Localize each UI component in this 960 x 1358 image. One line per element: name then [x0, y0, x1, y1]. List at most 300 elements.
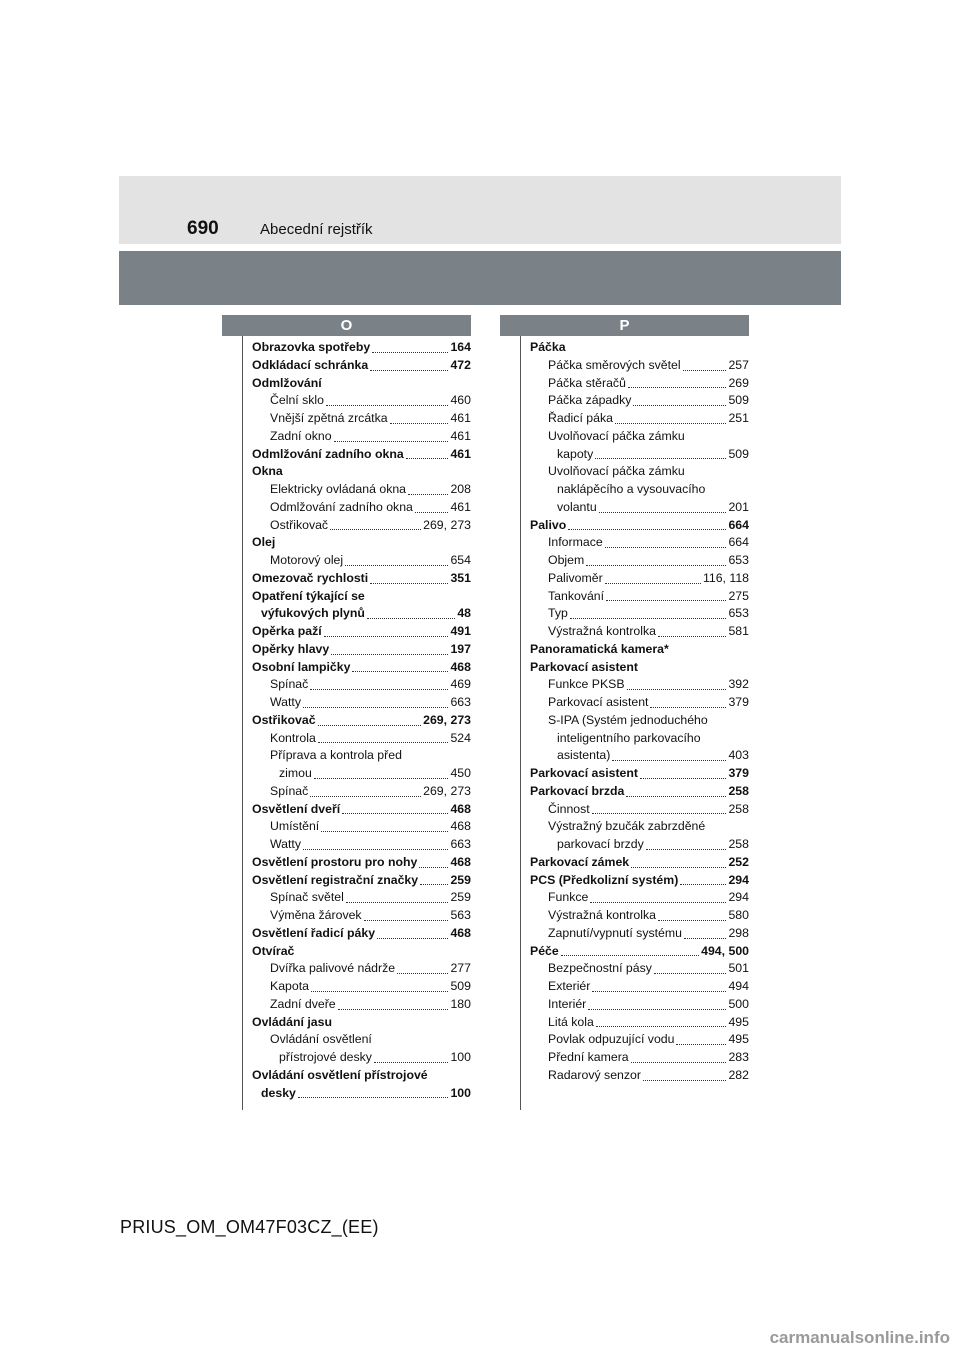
index-entry — [252, 392, 471, 410]
index-entry-text: Dvířka palivové nádrže — [270, 961, 396, 976]
index-entry-text: Okna — [252, 464, 283, 479]
index-entry — [252, 730, 471, 748]
index-entry — [530, 818, 749, 836]
index-entry-page: 201 — [728, 499, 749, 514]
index-entry-page: 501 — [728, 961, 749, 976]
index-entry-text: Palivoměr — [548, 570, 603, 585]
index-entry-text: Parkovací asistent — [530, 659, 639, 674]
index-entry-page: 509 — [450, 979, 471, 993]
index-entry — [252, 428, 471, 446]
index-entry-page: 469 — [450, 677, 471, 692]
index-entry-text: Opěrky hlavy — [252, 641, 330, 656]
dot-leader — [615, 423, 727, 424]
index-entry-page: 275 — [728, 588, 749, 603]
index-entry-text: Ovládání osvětlení — [270, 1032, 372, 1047]
dot-leader — [658, 920, 726, 921]
document-code: PRIUS_OM_OM47F03CZ_(EE) — [120, 1217, 379, 1237]
index-entry-text: Čelní sklo — [270, 393, 324, 408]
dot-leader — [372, 352, 448, 353]
index-entry-page: 461 — [450, 499, 471, 514]
index-entry — [252, 694, 471, 712]
dot-leader — [650, 707, 726, 708]
index-entry — [252, 623, 471, 641]
index-entry-page: 495 — [728, 1014, 749, 1029]
index-entry — [530, 392, 749, 410]
index-entry — [252, 996, 471, 1014]
index-entry — [530, 960, 749, 978]
index-entry-page: 100 — [450, 1085, 471, 1100]
index-entry-page: 269 — [728, 375, 749, 390]
index-entry-page: 653 — [728, 606, 749, 621]
index-entry — [530, 570, 749, 588]
index-entry — [530, 623, 749, 641]
index-entry-page: 251 — [728, 411, 749, 425]
index-entry — [252, 925, 471, 943]
section-letter-p: P — [500, 315, 749, 336]
index-entry — [252, 783, 471, 801]
index-entry-page: 563 — [450, 908, 471, 922]
index-entry — [530, 676, 749, 694]
dot-leader — [367, 618, 455, 619]
index-entry — [252, 588, 471, 606]
dot-leader — [658, 636, 726, 637]
index-entry — [252, 446, 471, 464]
dot-leader — [331, 654, 448, 655]
index-entry-page: 664 — [728, 535, 749, 550]
index-entry-text: Odmlžování zadního okna — [252, 446, 404, 461]
index-entry-text: Uvolňovací páčka zámku — [548, 464, 685, 479]
index-entry-text: volantu — [557, 499, 597, 514]
dot-leader — [364, 920, 449, 921]
dot-leader — [326, 405, 448, 406]
index-entry-page: 472 — [450, 357, 471, 372]
dot-leader — [627, 689, 727, 690]
index-entry-text: Parkovací zámek — [530, 854, 630, 869]
dot-leader — [680, 884, 726, 885]
index-entry-text: Páčka směrových světel — [548, 357, 681, 372]
index-entry-page: 392 — [728, 677, 749, 692]
dot-leader — [377, 938, 448, 939]
index-entry — [252, 676, 471, 694]
index-column-p — [530, 339, 749, 1085]
index-entry — [530, 694, 749, 712]
index-entry-text: Spínač světel — [270, 890, 344, 905]
index-entry-text: Osvětlení řadicí páky — [252, 925, 376, 940]
index-entry-text: Páčka stěračů — [548, 375, 626, 390]
index-entry-page: 257 — [728, 357, 749, 372]
index-entry-page: 277 — [450, 961, 471, 976]
index-entry-text: Informace — [548, 535, 603, 550]
index-entry-page: 298 — [728, 925, 749, 940]
dot-leader — [334, 441, 449, 442]
index-entry — [252, 1031, 471, 1049]
header-bar — [119, 176, 841, 244]
index-entry-text: Povlak odpuzující vodu — [548, 1032, 675, 1047]
index-entry-text: Vnější zpětná zrcátka — [270, 411, 388, 425]
dot-leader — [330, 529, 421, 530]
index-entry — [252, 1049, 471, 1067]
dot-leader — [338, 1009, 449, 1010]
index-entry-page: 164 — [450, 340, 471, 354]
index-entry — [530, 339, 749, 357]
index-entry — [252, 747, 471, 765]
dot-leader — [588, 1009, 726, 1010]
dot-leader — [298, 1097, 449, 1098]
index-entry-text: Přední kamera — [548, 1050, 629, 1064]
index-entry-text: Spínač — [270, 677, 309, 692]
index-entry — [530, 1049, 749, 1067]
index-entry-text: Páčka západky — [548, 393, 632, 408]
index-entry — [530, 481, 749, 499]
index-entry-text: výfukových plynů — [261, 606, 365, 621]
index-entry — [252, 552, 471, 570]
index-entry-page: 269, 273 — [423, 517, 471, 532]
index-entry — [530, 889, 749, 907]
dot-leader — [420, 884, 448, 885]
index-entry-page: 653 — [728, 553, 749, 567]
dot-leader — [684, 938, 727, 939]
index-entry-text: Exteriér — [548, 979, 591, 993]
index-entry-text: Výměna žárovek — [270, 908, 362, 922]
index-entry-text: Osvětlení prostoru pro nohy — [252, 854, 418, 869]
index-entry-page: 180 — [450, 996, 471, 1011]
index-entry — [252, 960, 471, 978]
dot-leader — [595, 458, 726, 459]
dot-leader — [654, 973, 727, 974]
index-entry-page: 379 — [728, 766, 749, 780]
dot-leader — [370, 583, 448, 584]
index-entry — [252, 357, 471, 375]
index-entry-text: Olej — [252, 535, 276, 550]
index-entry-text: Parkovací brzda — [530, 783, 625, 798]
index-entry-text: Typ — [548, 606, 568, 621]
dot-leader — [599, 512, 727, 513]
index-entry — [252, 499, 471, 517]
dot-leader — [631, 1062, 727, 1063]
index-entry — [530, 836, 749, 854]
index-entry-text: Kapota — [270, 979, 309, 993]
index-entry-text: Parkovací asistent — [548, 695, 649, 709]
index-entry-page: 495 — [728, 1032, 749, 1047]
index-entry — [530, 428, 749, 446]
watermark: carmanualsonline.info — [769, 1328, 950, 1347]
dot-leader — [592, 813, 727, 814]
index-entry-text: Otvírač — [252, 943, 295, 958]
index-entry-text: Odmlžování — [252, 375, 322, 390]
index-entry-text: Opatření týkající se — [252, 588, 365, 603]
index-entry-page: 100 — [450, 1050, 471, 1064]
index-entry-page: 663 — [450, 837, 471, 851]
index-entry-page: 252 — [728, 854, 749, 869]
index-entry — [530, 872, 749, 890]
index-entry-page: 269, 273 — [423, 712, 471, 727]
index-entry-page: 282 — [728, 1067, 749, 1082]
index-entry — [252, 872, 471, 890]
index-entry — [252, 481, 471, 499]
index-entry-text: zimou — [279, 766, 312, 780]
page-title: Abecední rejstřík — [260, 221, 373, 238]
dot-leader — [390, 423, 449, 424]
index-entry — [530, 357, 749, 375]
index-entry — [252, 765, 471, 783]
index-entry — [252, 854, 471, 872]
index-entry — [252, 943, 471, 961]
index-entry — [530, 1067, 749, 1085]
index-entry-text: Osobní lampičky — [252, 659, 351, 674]
index-entry-text: Tankování — [548, 588, 605, 603]
index-entry — [252, 1085, 471, 1103]
index-entry — [252, 1014, 471, 1032]
index-entry-page: 258 — [728, 801, 749, 816]
dot-leader — [345, 565, 448, 566]
index-entry-text: Osvětlení registrační značky — [252, 872, 419, 887]
index-entry — [530, 517, 749, 535]
index-entry — [252, 836, 471, 854]
index-entry-text: Odkládací schránka — [252, 357, 369, 372]
index-entry-page: 581 — [728, 624, 749, 638]
index-entry-text: Panoramatická kamera* — [530, 641, 669, 656]
dot-leader — [683, 370, 727, 371]
index-entry-page: 258 — [728, 837, 749, 851]
index-entry — [252, 570, 471, 588]
index-entry — [530, 659, 749, 677]
index-entry-page: 664 — [728, 517, 749, 532]
index-entry — [252, 801, 471, 819]
dot-leader — [596, 1026, 727, 1027]
index-entry-page: 294 — [728, 872, 749, 887]
index-entry-text: Činnost — [548, 801, 590, 816]
dot-leader — [310, 689, 448, 690]
dot-leader — [311, 991, 448, 992]
index-entry-page: 468 — [450, 659, 471, 674]
index-entry-page: 460 — [450, 393, 471, 408]
dot-leader — [626, 796, 726, 797]
index-entry-page: 580 — [728, 908, 749, 922]
index-entry — [252, 907, 471, 925]
index-entry — [252, 605, 471, 623]
index-entry — [530, 463, 749, 481]
index-entry-page: 450 — [450, 766, 471, 780]
index-entry — [530, 996, 749, 1014]
index-entry — [252, 712, 471, 730]
dot-leader — [643, 1080, 727, 1081]
index-entry-page: 509 — [728, 393, 749, 408]
column-rule-right — [520, 336, 521, 1110]
index-entry — [530, 552, 749, 570]
index-entry — [530, 925, 749, 943]
index-entry — [530, 588, 749, 606]
index-entry-page: 208 — [450, 482, 471, 496]
index-entry-text: Parkovací asistent — [530, 766, 639, 780]
index-entry — [530, 1014, 749, 1032]
index-entry — [530, 730, 749, 748]
index-entry-page: 654 — [450, 553, 471, 567]
index-entry-text: Ovládání osvětlení přístrojové — [252, 1067, 428, 1082]
index-entry-text: Radarový senzor — [548, 1067, 641, 1082]
index-entry-text: Funkce — [548, 890, 589, 905]
index-entry-page: 468 — [450, 819, 471, 834]
index-entry-text: Výstražný bzučák zabrzděné — [548, 819, 706, 834]
index-entry-page: 500 — [728, 996, 749, 1011]
index-entry-text: Ostřikovač — [270, 517, 329, 532]
dot-leader — [586, 565, 726, 566]
index-entry — [530, 410, 749, 428]
index-column-o — [252, 339, 471, 1102]
index-entry — [530, 801, 749, 819]
index-entry — [530, 534, 749, 552]
dot-leader — [605, 583, 701, 584]
index-entry-text: Zapnutí/vypnutí systému — [548, 925, 682, 940]
index-entry-text: asistenta) — [557, 748, 611, 763]
dot-leader — [570, 618, 727, 619]
index-entry-text: PCS (Předkolizní systém) — [530, 872, 679, 887]
page-number: 690 — [187, 218, 219, 239]
index-entry-page: 524 — [450, 730, 471, 745]
index-entry — [530, 712, 749, 730]
index-entry — [530, 747, 749, 765]
index-entry-text: desky — [261, 1085, 296, 1100]
index-entry-page: 461 — [450, 411, 471, 425]
dot-leader — [590, 902, 726, 903]
dot-leader — [628, 387, 727, 388]
index-entry-text: Interiér — [548, 996, 587, 1011]
index-entry-page: 197 — [450, 641, 471, 656]
index-entry-text: Objem — [548, 553, 585, 567]
index-entry — [252, 339, 471, 357]
dot-leader — [606, 600, 726, 601]
dot-leader — [397, 973, 448, 974]
index-entry — [530, 783, 749, 801]
index-entry — [252, 463, 471, 481]
dot-leader — [346, 902, 449, 903]
index-entry-text: Uvolňovací páčka zámku — [548, 428, 685, 443]
index-entry-text: Příprava a kontrola před — [270, 748, 402, 763]
index-entry — [252, 517, 471, 535]
index-entry-page: 269, 273 — [423, 783, 471, 798]
index-entry-text: Watty — [270, 837, 301, 851]
index-entry-page: 461 — [450, 428, 471, 443]
dot-leader — [406, 458, 449, 459]
section-letter-o: O — [222, 315, 471, 336]
index-entry-text: Elektricky ovládaná okna — [270, 482, 407, 496]
index-entry — [530, 907, 749, 925]
index-entry — [252, 659, 471, 677]
index-entry — [252, 889, 471, 907]
index-entry — [530, 605, 749, 623]
dot-leader — [324, 636, 449, 637]
index-entry-text: S-IPA (Systém jednoduchého — [548, 712, 708, 727]
index-entry-page: 494 — [728, 979, 749, 993]
index-entry-text: naklápěcího a vysouvacího — [557, 482, 706, 496]
index-entry-page: 48 — [457, 606, 471, 621]
index-entry-page: 461 — [450, 446, 471, 461]
index-entry-text: Výstražná kontrolka — [548, 624, 656, 638]
index-entry-text: Watty — [270, 695, 301, 709]
index-entry-text: Péče — [530, 943, 559, 958]
index-entry — [252, 410, 471, 428]
dot-leader — [370, 370, 448, 371]
index-entry — [530, 499, 749, 517]
dot-leader — [676, 1044, 726, 1045]
index-entry-text: Palivo — [530, 517, 567, 532]
index-entry-text: Ovládání jasu — [252, 1014, 332, 1029]
dot-leader — [321, 831, 448, 832]
dot-leader — [415, 512, 449, 513]
dot-leader — [310, 796, 421, 797]
dot-leader — [605, 547, 727, 548]
index-entry-page: 294 — [728, 890, 749, 905]
index-entry-text: Funkce PKSB — [548, 677, 625, 692]
index-entry — [252, 641, 471, 659]
index-entry-page: 663 — [450, 695, 471, 709]
index-entry-page: 509 — [728, 446, 749, 461]
dot-leader — [612, 760, 726, 761]
index-entry-page: 258 — [728, 783, 749, 798]
index-entry-page: 379 — [728, 695, 749, 709]
dot-leader — [640, 778, 726, 779]
index-entry — [530, 641, 749, 659]
column-rule-left — [242, 336, 243, 1110]
dot-leader — [408, 494, 448, 495]
index-entry-text: Omezovač rychlosti — [252, 570, 369, 585]
index-entry-text: Litá kola — [548, 1014, 594, 1029]
index-entry-page: 259 — [450, 890, 471, 905]
dot-leader — [633, 405, 726, 406]
index-entry-text: Páčka — [530, 340, 566, 354]
index-entry-page: 351 — [450, 570, 471, 585]
dot-leader — [303, 849, 448, 850]
dot-leader — [318, 725, 422, 726]
index-entry-text: Motorový olej — [270, 553, 344, 567]
index-entry-text: Kontrola — [270, 730, 316, 745]
index-entry — [252, 534, 471, 552]
index-entry — [530, 446, 749, 464]
index-entry — [530, 854, 749, 872]
index-entry — [530, 1031, 749, 1049]
index-entry-text: inteligentního parkovacího — [557, 730, 701, 745]
index-entry-text: parkovací brzdy — [557, 837, 644, 851]
index-entry-text: Zadní dveře — [270, 996, 336, 1011]
index-entry — [530, 978, 749, 996]
index-entry-page: 259 — [450, 872, 471, 887]
index-entry-text: Ostřikovač — [252, 712, 316, 727]
index-entry-page: 494, 500 — [701, 943, 749, 958]
index-entry-text: kapoty — [557, 446, 594, 461]
dot-leader — [342, 813, 448, 814]
dot-leader — [568, 529, 726, 530]
index-entry-page: 468 — [450, 801, 471, 816]
dot-leader — [374, 1062, 449, 1063]
index-entry — [252, 978, 471, 996]
index-entry-page: 403 — [728, 748, 749, 763]
dot-leader — [646, 849, 727, 850]
index-entry-text: Opěrka paží — [252, 624, 322, 638]
index-entry — [252, 375, 471, 393]
header-band — [119, 251, 841, 305]
index-entry — [252, 1067, 471, 1085]
index-entry-page: 283 — [728, 1050, 749, 1064]
index-entry-text: Odmlžování zadního okna — [270, 499, 413, 514]
dot-leader — [318, 742, 449, 743]
index-entry-page: 491 — [450, 624, 471, 638]
index-entry — [252, 818, 471, 836]
index-entry-text: Obrazovka spotřeby — [252, 340, 371, 354]
index-entry-text: Řadicí páka — [548, 411, 613, 425]
index-entry-page: 116, 118 — [702, 570, 749, 585]
dot-leader — [352, 671, 448, 672]
index-entry-text: Bezpečnostní pásy — [548, 961, 652, 976]
index-entry-page: 468 — [450, 925, 471, 940]
